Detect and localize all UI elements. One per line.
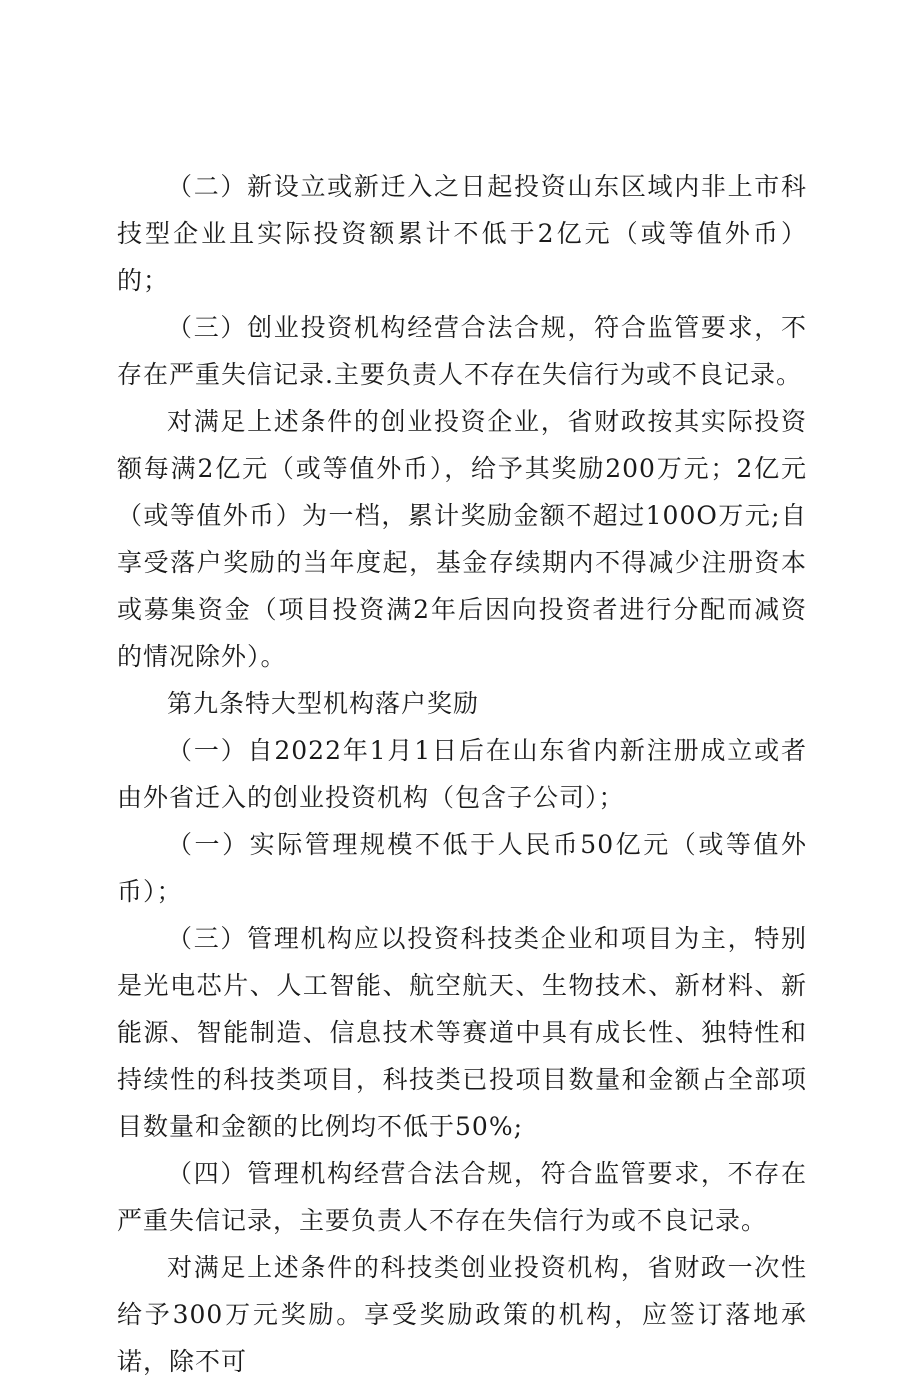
article-9-heading: 第九条特大型机构落户奖励	[167, 689, 480, 718]
paragraph-reward-rule: 对满足上述条件的创业投资企业，省财政按其实际投资额每满2亿元（或等值外币），给予其奖励200万元；2亿元（或等值外币）为一档，累计奖励金额不超过100O万元;自享受落户奖励的当年度起，基金存续期内不得减少注册资本或募集资金（项目投资满2年后因向投资者进行分配而减资的情况除外）。	[117, 407, 807, 671]
document-body	[117, 163, 807, 1385]
paragraph-article9-condition-1: （一）自2022年1月1日后在山东省内新注册成立或者由外省迁入的创业投资机构（包含子公司）；	[117, 736, 807, 812]
paragraph-article9-condition-4: （四）管理机构经营合法合规，符合监管要求，不存在严重失信记录，主要负责人不存在失信行为或不良记录。	[117, 1159, 807, 1235]
paragraph-condition-2: （二）新设立或新迁入之日起投资山东区域内非上市科技型企业且实际投资额累计不低于2亿元（或等值外币）的；	[117, 172, 807, 295]
paragraph-article9-reward: 对满足上述条件的科技类创业投资机构，省财政一次性给予300万元奖励。享受奖励政策的机构，应签订落地承诺，除不可	[117, 1253, 807, 1376]
paragraph-condition-3: （三）创业投资机构经营合法合规，符合监管要求，不存在严重失信记录.主要负责人不存在失信行为或不良记录。	[117, 313, 807, 389]
paragraph-article9-condition-2: （一）实际管理规模不低于人民币50亿元（或等值外币）；	[117, 830, 807, 906]
paragraph-article9-condition-3: （三）管理机构应以投资科技类企业和项目为主，特别是光电芯片、人工智能、航空航天、生物技术、新材料、新能源、智能制造、信息技术等赛道中具有成长性、独特性和持续性的科技类项目，科技类已投项目数量和金额占全部项目数量和金额的比例均不低于50%;	[117, 924, 807, 1141]
